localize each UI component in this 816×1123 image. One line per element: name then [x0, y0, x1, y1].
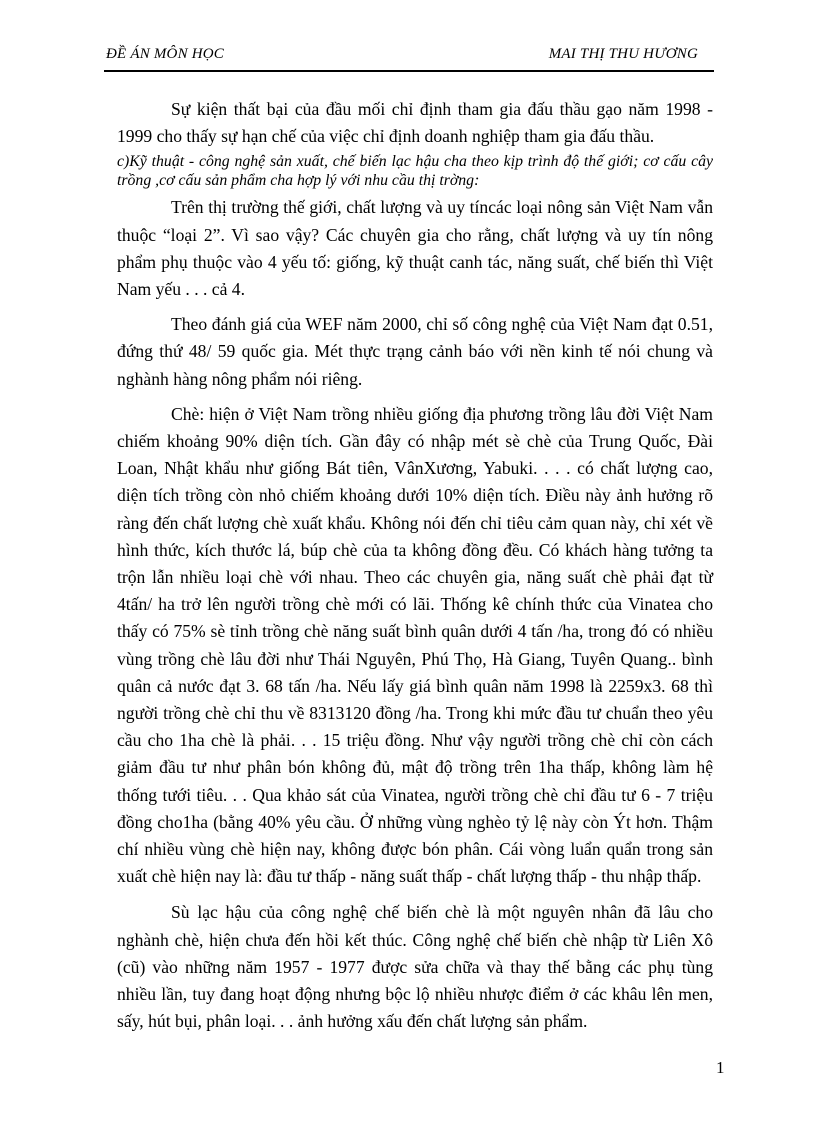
document-body	[117, 96, 713, 1036]
header-course-title: ĐỀ ÁN MÔN HỌC	[106, 46, 225, 62]
paragraph-tea-varieties: Chè: hiện ở Việt Nam trồng nhiều giống địa phương trồng lâu đời Việt Nam chiếm khoảng 90% diện tích. Gần đây có nhập mét sè chè của Trung Quốc, Đài Loan, Nhật khẩu như giống Bát tiên, VânXương, Yabuki. . . . có chất lượng cao, diện tích trồng còn nhỏ chiếm khoảng dưới 10% diện tích. Điều này ảnh hưởng rõ ràng đến chất lượng chè xuất khẩu. Không nói đến chỉ tiêu cảm quan này, chỉ xét về hình thức, kích thước lá, búp chè của ta không đồng đều. Có khách hàng tưởng ta trộn lẫn nhiều loại chè với nhau. Theo các chuyên gia, năng suất chè phải đạt từ 4tấn/ ha trở lên người trồng chè mới có lãi. Thống kê chính thức của Vinatea cho thấy có 75% sè tỉnh trồng chè năng suất bình quân dưới 4 tấn /ha, trong đó có nhiều vùng trồng chè lâu đời như Thái Nguyên, Phú Thọ, Hà Giang, Tuyên Quang.. bình quân cả nước đạt 3. 68 tấn /ha. Nếu lấy giá bình quân năm 1998 là 2259x3. 68 thì người trồng chè chỉ thu về 8313120 đồng /ha. Trong khi mức đầu tư chuẩn theo yêu cầu cho 1ha chè là phải. . . 15 triệu đồng. Như vậy người trồng chè chỉ còn cách giảm đầu tư như phân bón không đủ, mật độ trồng trên 1ha thấp, không làm hệ thống tưới tiêu. . . Qua khảo sát của Vinatea, người trồng chè chỉ đầu tư 6 - 7 triệu đồng cho1ha (bằng 40% yêu cầu. Ở những vùng nghèo tỷ lệ này còn Ýt hơn. Thậm chí nhiều vùng chè hiện nay, không được bón phân. Cái vòng luẩn quẩn trong sản xuất chè hiện nay là: đầu tư thấp - năng suất thấp - chất lượng thấp - thu nhập thấp.	[117, 403, 713, 887]
section-subheading: c)Kỹ thuật - công nghệ sản xuất, chế biến lạc hậu cha theo kịp trình độ thế giới; cơ cấu cây trồng ,cơ cấu sản phẩm cha hợp lý với nhu cầu thị trờng:	[117, 153, 713, 189]
paragraph-quality-reputation: Trên thị trường thế giới, chất lượng và uy tíncác loại nông sản Việt Nam vẫn thuộc “loại 2”. Vì sao vậy? Các chuyên gia cho rằng, chất lượng và uy tín nông phẩm phụ thuộc vào 4 yếu tố: giống, kỹ thuật canh tác, năng suất, chế biến thì Việt Nam yếu . . . cả 4.	[117, 197, 713, 300]
paragraph-wef-index: Theo đánh giá của WEF năm 2000, chỉ số công nghệ của Việt Nam đạt 0.51, đứng thứ 48/ 59 quốc gia. Mét thực trạng cảnh báo với nền kinh tế nói chung và nghành hàng nông phẩm nói riêng.	[117, 314, 713, 389]
header-author-name: MAI THỊ THU HƯƠNG	[548, 46, 698, 62]
paragraph-rice-bidding: Sự kiện thất bại của đầu mối chỉ định tham gia đấu thầu gạo năm 1998 - 1999 cho thấy sự hạn chế của việc chỉ định doanh nghiệp tham gia đấu thầu.	[117, 99, 713, 147]
paragraph-tea-processing: Sù lạc hậu của công nghệ chế biến chè là một nguyên nhân đã lâu cho nghành chè, hiện chưa đến hồi kết thúc. Công nghệ chế biến chè nhập từ Liên Xô (cũ) vào những năm 1957 - 1977 được sửa chữa và thay thế bằng các phụ tùng nhiều lần, tuy đang hoạt động nhưng bộc lộ nhiều nhược điểm ở các khâu lên men, sấy, hút bụi, phân loại. . . ảnh hưởng xấu đến chất lượng sản phẩm.	[117, 902, 713, 1032]
header-rule	[104, 70, 714, 72]
page-number: 1	[716, 1058, 725, 1077]
